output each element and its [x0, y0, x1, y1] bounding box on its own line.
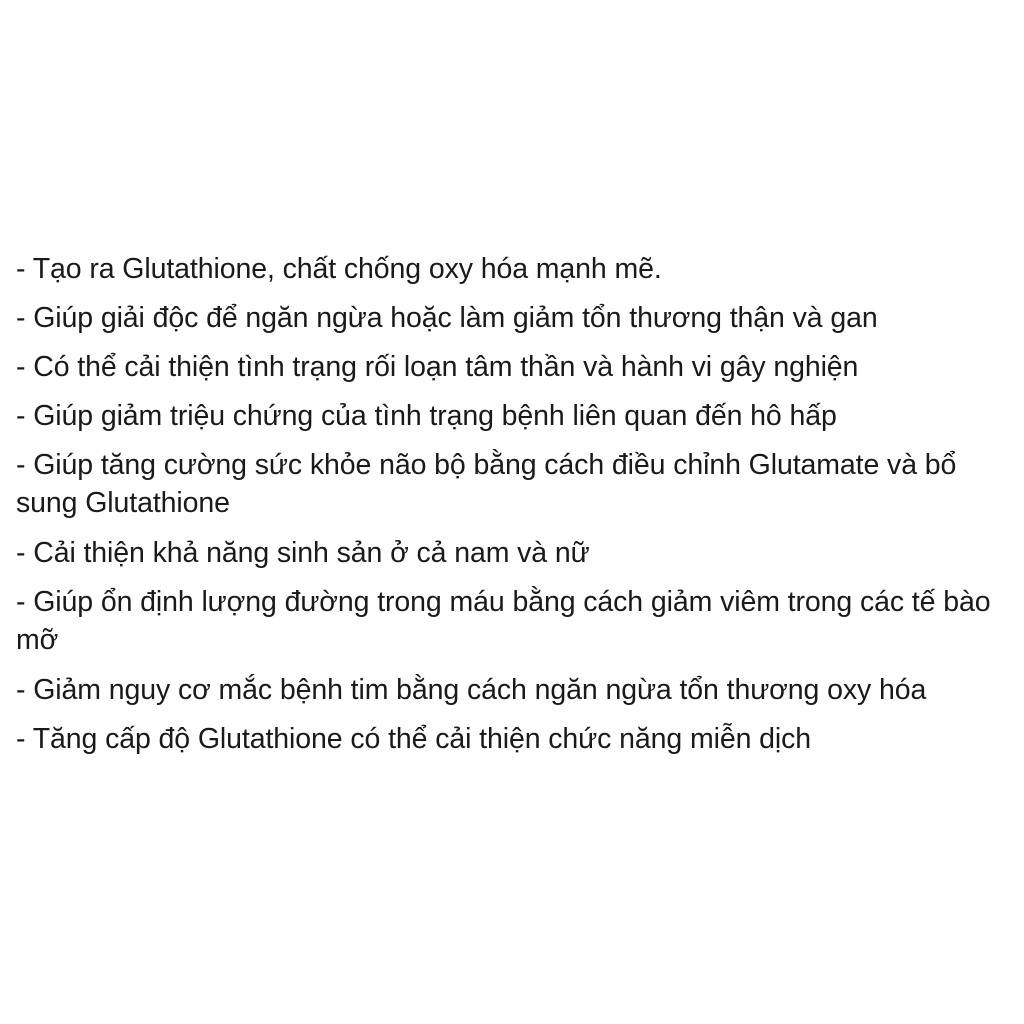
document-body [16, 250, 1016, 769]
list-item: - Tạo ra Glutathione, chất chống oxy hóa mạnh mẽ. [16, 253, 662, 285]
benefit-list [16, 250, 1016, 758]
list-item: - Giúp giải độc để ngăn ngừa hoặc làm giảm tổn thương thận và gan [16, 302, 878, 334]
list-item: - Cải thiện khả năng sinh sản ở cả nam và nữ [16, 537, 590, 569]
list-item: - Giảm nguy cơ mắc bệnh tim bằng cách ngăn ngừa tổn thương oxy hóa [16, 674, 927, 706]
list-item: - Có thể cải thiện tình trạng rối loạn tâm thần và hành vi gây nghiện [16, 351, 859, 383]
list-item: - Tăng cấp độ Glutathione có thể cải thiện chức năng miễn dịch [16, 723, 812, 755]
list-item: - Giúp giảm triệu chứng của tình trạng bệnh liên quan đến hô hấp [16, 400, 837, 432]
list-item: - Giúp tăng cường sức khỏe não bộ bằng cách điều chỉnh Glutamate và bổ sung Glutathione [16, 449, 957, 519]
list-item: - Giúp ổn định lượng đường trong máu bằng cách giảm viêm trong các tế bào mỡ [16, 586, 991, 656]
